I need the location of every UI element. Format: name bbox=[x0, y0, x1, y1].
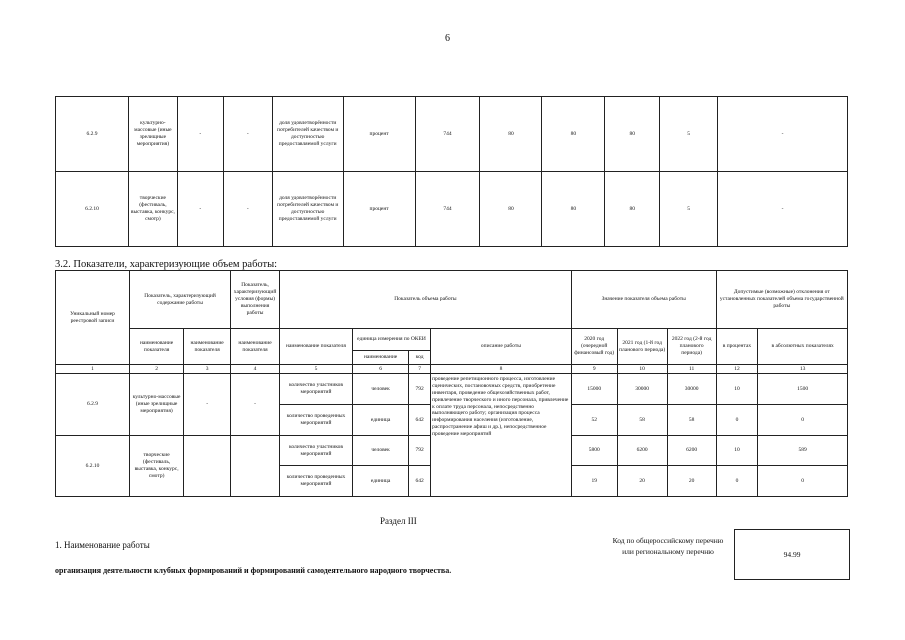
table-cell: 15000 bbox=[571, 374, 617, 405]
table-cell: 11 bbox=[667, 365, 716, 374]
table-cell: 0 bbox=[758, 405, 848, 436]
registry-code-label: Код по общероссийскому перечню или региональному перечню bbox=[612, 536, 724, 556]
table-cell: 10 bbox=[617, 365, 667, 374]
work-name: организация деятельности клубных формирований и формирований самодеятельного народного творчества. bbox=[55, 566, 452, 575]
table-cell: количество проведенных мероприятий bbox=[280, 466, 353, 497]
table-cell: 10 bbox=[716, 436, 758, 466]
table-cell: культурно-массовые (иные зрелищные мероприятия) bbox=[129, 374, 183, 436]
table-cell: 80 bbox=[480, 97, 542, 172]
table-cell: количество проведенных мероприятий bbox=[280, 405, 353, 436]
table-cell: 5 bbox=[660, 172, 718, 247]
table-cell: 6200 bbox=[617, 436, 667, 466]
table-cell: 744 bbox=[415, 97, 480, 172]
table-cell: 2022 год (2-й год планового периода) bbox=[667, 329, 716, 365]
header-condition: Показатель, характеризующий условия (формы) выполнения работы bbox=[231, 271, 280, 329]
table-cell: 80 bbox=[605, 97, 660, 172]
table-row bbox=[56, 97, 848, 172]
table-cell: единица bbox=[352, 405, 408, 436]
table-cell: 5800 bbox=[571, 436, 617, 466]
table-cell: процент bbox=[343, 97, 415, 172]
column-numbers-row bbox=[56, 365, 848, 374]
table-cell: - bbox=[184, 374, 231, 436]
header-values: Значение показателя объема работы bbox=[571, 271, 716, 329]
table-cell: культурно-массовые (иные зрелищные мероприятия) bbox=[128, 97, 177, 172]
registry-code-value: 94.99 bbox=[783, 550, 801, 559]
table-cell: 6200 bbox=[667, 436, 716, 466]
table-cell: описание работы bbox=[431, 329, 572, 365]
table-cell: человек bbox=[352, 374, 408, 405]
table-row bbox=[56, 172, 848, 247]
header-volume: Показатель объема работы bbox=[280, 271, 572, 329]
table-cell: наименование показателя bbox=[184, 329, 231, 365]
section-title: 3.2. Показатели, характеризующие объем работы: bbox=[55, 259, 278, 270]
section-heading: Раздел III bbox=[380, 516, 417, 526]
table-cell: творческие (фестиваль, выставка, конкурс, смотр) bbox=[128, 172, 177, 247]
table-cell: 4 bbox=[231, 365, 280, 374]
table-cell: 792 bbox=[409, 436, 431, 466]
table-cell: 589 bbox=[758, 436, 848, 466]
table-cell: - bbox=[177, 97, 223, 172]
work-description: проведение репетиционного процесса, изготовление сценических, постановочных средств, приобретение инвентаря, проведение общехозяйственных работ, привлечение творческого и иного персонала, привлечение к оплате труда персонала, непосредственно выполняющего работу; организация процесса информирования населения (изготовление, распространение афиш и др.), непосредственное проведение мероприятий bbox=[431, 374, 572, 497]
header-unique-number: Уникальный номер реестровой записи bbox=[56, 271, 130, 365]
table-cell: 6 bbox=[352, 365, 408, 374]
table-cell: в процентах bbox=[716, 329, 758, 365]
table-cell: 58 bbox=[617, 405, 667, 436]
table-cell: 2 bbox=[129, 365, 183, 374]
table-cell: 12 bbox=[716, 365, 758, 374]
table-cell: 1 bbox=[56, 365, 130, 374]
table-cell: 80 bbox=[542, 97, 605, 172]
table-cell: процент bbox=[343, 172, 415, 247]
table-cell: наименование показателя bbox=[280, 329, 353, 365]
table-cell: 0 bbox=[716, 466, 758, 497]
table-cell: 6.2.10 bbox=[56, 436, 130, 497]
table-cell: 5 bbox=[280, 365, 353, 374]
table-cell: единица bbox=[352, 466, 408, 497]
table-cell: 30000 bbox=[667, 374, 716, 405]
table-cell: единица измерения по ОКЕИ bbox=[352, 329, 430, 351]
table-cell bbox=[184, 436, 231, 497]
table-cell: 20 bbox=[667, 466, 716, 497]
table-cell: доля удовлетворённости потребителей качеством и доступностью предоставляемой услуги bbox=[272, 97, 343, 172]
table-cell: 642 bbox=[409, 466, 431, 497]
header-deviation: Допустимые (возможные) отклонения от установленных показателей объема государственной работы bbox=[716, 271, 847, 329]
table-cell: 0 bbox=[716, 405, 758, 436]
table-cell: наименование показателя bbox=[129, 329, 183, 365]
registry-code-box bbox=[734, 529, 850, 580]
table-cell: 6.2.10 bbox=[56, 172, 129, 247]
table-cell: 80 bbox=[605, 172, 660, 247]
table-cell: человек bbox=[352, 436, 408, 466]
page-number: 6 bbox=[445, 33, 450, 44]
table-cell: 792 bbox=[409, 374, 431, 405]
table-cell: наименование bbox=[352, 351, 408, 365]
table-cell bbox=[231, 436, 280, 497]
volume-indicators-table bbox=[55, 270, 848, 497]
table-cell: 19 bbox=[571, 466, 617, 497]
table-cell: 13 bbox=[758, 365, 848, 374]
table-cell: 7 bbox=[409, 365, 431, 374]
table-cell: 744 bbox=[415, 172, 480, 247]
table-cell: 8 bbox=[431, 365, 572, 374]
table-cell: 2020 год (очередной финансовый год) bbox=[571, 329, 617, 365]
table-cell: 80 bbox=[480, 172, 542, 247]
table-cell: - bbox=[177, 172, 223, 247]
table-cell: количество участников мероприятий bbox=[280, 436, 353, 466]
table-cell: 0 bbox=[758, 466, 848, 497]
quality-indicators-table bbox=[55, 96, 848, 247]
table-cell: в абсолютных показателях bbox=[758, 329, 848, 365]
header-content: Показатель, характеризующий содержание работы bbox=[129, 271, 230, 329]
table-cell: 10 bbox=[716, 374, 758, 405]
table-cell: количество участников мероприятий bbox=[280, 374, 353, 405]
table-cell: 80 bbox=[542, 172, 605, 247]
table-cell: 30000 bbox=[617, 374, 667, 405]
work-name-label: 1. Наименование работы bbox=[55, 540, 150, 550]
table-cell: - bbox=[223, 172, 272, 247]
table-cell: код bbox=[409, 351, 431, 365]
table-cell: 5 bbox=[660, 97, 718, 172]
table-cell: - bbox=[718, 172, 848, 247]
table-cell: 6.2.9 bbox=[56, 97, 129, 172]
table-row bbox=[56, 374, 848, 405]
table-cell: 1500 bbox=[758, 374, 848, 405]
table-cell: - bbox=[231, 374, 280, 436]
table-cell: 2021 год (1-й год планового периода) bbox=[617, 329, 667, 365]
table-cell: доля удовлетворённости потребителей качеством и доступностью предоставляемой услуги bbox=[272, 172, 343, 247]
table-cell: 9 bbox=[571, 365, 617, 374]
table-cell: - bbox=[718, 97, 848, 172]
table-cell: 642 bbox=[409, 405, 431, 436]
table-cell: - bbox=[223, 97, 272, 172]
table-cell: творческие (фестиваль, выставка, конкурс, смотр) bbox=[129, 436, 183, 497]
table-cell: 3 bbox=[184, 365, 231, 374]
table-cell: 20 bbox=[617, 466, 667, 497]
table-cell: наименование показателя bbox=[231, 329, 280, 365]
table-cell: 58 bbox=[667, 405, 716, 436]
table-cell: 52 bbox=[571, 405, 617, 436]
table-cell: 6.2.9 bbox=[56, 374, 130, 436]
